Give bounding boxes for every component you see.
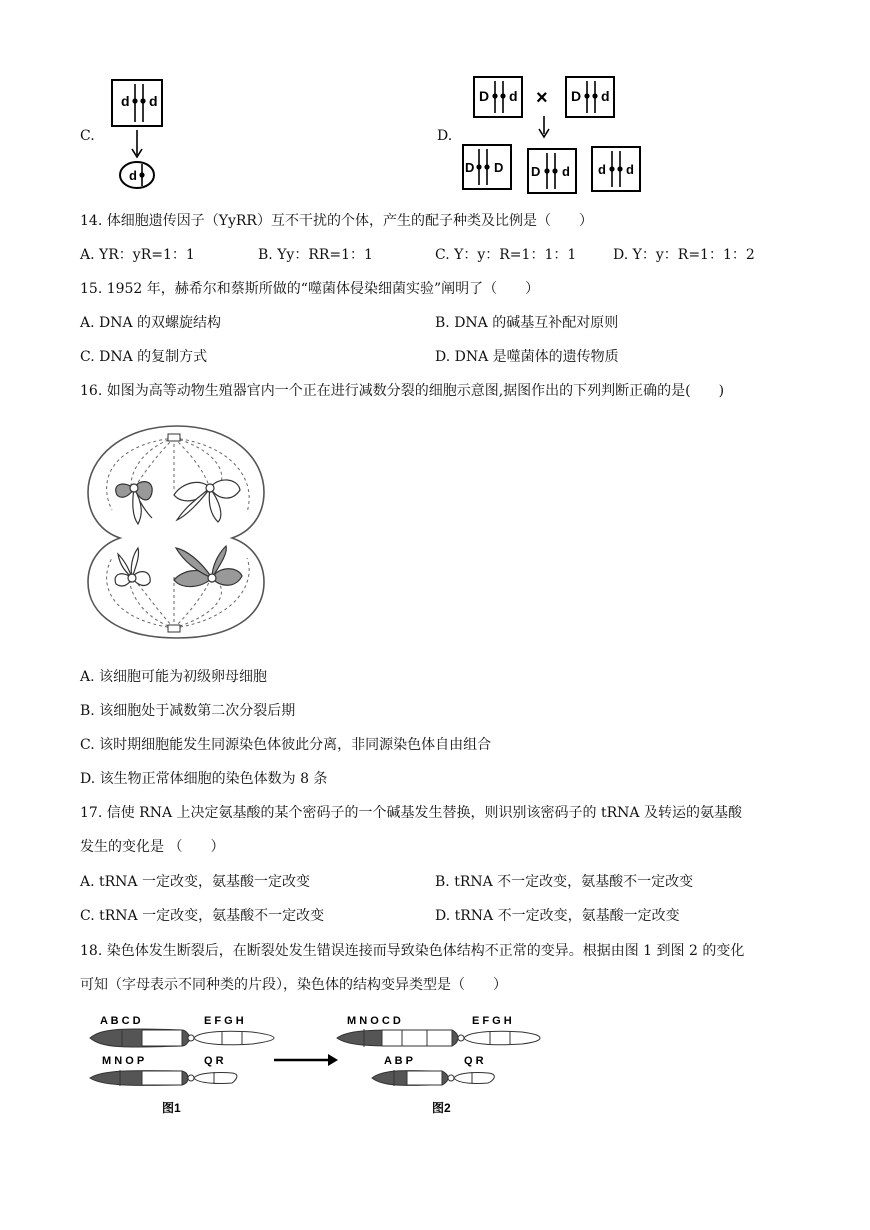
gene-label: d	[601, 88, 610, 104]
q17-option-d[interactable]: D. tRNA 不一定改变，氨基酸一定改变	[435, 908, 680, 924]
q17-option-c[interactable]: C. tRNA 一定改变，氨基酸不一定改变	[80, 908, 325, 924]
question-18-stem-line2: 可知（字母表示不同种类的片段），染色体的结构变异类型是（ ）	[80, 977, 507, 993]
q14-option-a[interactable]: A. YR：yR=1：1	[80, 247, 195, 263]
q17-option-a[interactable]: A. tRNA 一定改变，氨基酸一定改变	[80, 874, 310, 890]
segment-labels: A B C D	[100, 1015, 141, 1027]
cell-division-figure	[82, 420, 272, 645]
segment-labels: E F G H	[472, 1015, 512, 1027]
q16-option-c[interactable]: C. 该时期细胞能发生同源染色体彼此分离，非同源染色体自由组合	[80, 737, 492, 753]
gene-label: D	[494, 160, 504, 175]
gene-label: d	[598, 162, 606, 177]
figure-2-caption: 图2	[432, 1101, 451, 1115]
segment-labels: E F G H	[204, 1015, 244, 1027]
q16-option-d[interactable]: D. 该生物正常体细胞的染色体数为 8 条	[80, 771, 328, 787]
gene-label: D	[465, 160, 475, 175]
cross-symbol: ×	[536, 87, 548, 109]
q15-option-d[interactable]: D. DNA 是噬菌体的遗传物质	[435, 349, 619, 365]
option-d-figure	[458, 72, 648, 194]
segment-labels: M N O C D	[347, 1015, 401, 1027]
question-18-stem-line1: 18. 染色体发生断裂后，在断裂处发生错误连接而导致染色体结构不正常的变异。根据由图 1 到图 2 的变化	[80, 943, 745, 959]
gene-label: D	[531, 164, 541, 179]
question-16-stem: 16. 如图为高等动物生殖器官内一个正在进行减数分裂的细胞示意图,据图作出的下列判断正确的是( )	[80, 383, 725, 399]
gene-label: d	[121, 93, 130, 109]
q14-option-c[interactable]: C. Y：y：R=1：1：1	[435, 247, 577, 263]
segment-labels: Q R	[204, 1055, 224, 1067]
question-14-stem: 14. 体细胞遗传因子（YyRR）互不干扰的个体，产生的配子种类及比例是（ ）	[80, 213, 593, 229]
q17-option-b[interactable]: B. tRNA 不一定改变，氨基酸不一定改变	[435, 874, 694, 890]
q15-option-a[interactable]: A. DNA 的双螺旋结构	[80, 315, 222, 331]
figure-1-caption: 图1	[162, 1101, 181, 1115]
gene-label: d	[562, 164, 570, 179]
gene-label: D	[479, 88, 490, 104]
question-17-stem-line2: 发生的变化是 （ ）	[80, 839, 225, 855]
option-d-label: D.	[437, 128, 453, 144]
segment-labels: M N O P	[102, 1055, 145, 1067]
gene-label: d	[149, 93, 158, 109]
q14-option-d[interactable]: D. Y：y：R=1：1：2	[613, 247, 755, 263]
gene-label: d	[129, 168, 137, 183]
q16-option-b[interactable]: B. 该细胞处于减数第二次分裂后期	[80, 703, 296, 719]
gene-label: d	[626, 162, 634, 177]
chromosome-variation-figure	[82, 1008, 552, 1116]
segment-labels: A B P	[384, 1055, 413, 1067]
q14-option-b[interactable]: B. Yy：RR=1：1	[258, 247, 373, 263]
segment-labels: Q R	[464, 1055, 484, 1067]
gene-label: D	[571, 88, 582, 104]
option-c-figure	[108, 75, 168, 195]
gene-label: d	[509, 88, 518, 104]
question-15-stem: 15. 1952 年，赫希尔和蔡斯所做的“噬菌体侵染细菌实验”阐明了（ ）	[80, 281, 540, 297]
question-17-stem-line1: 17. 信使 RNA 上决定氨基酸的某个密码子的一个碱基发生替换，则识别该密码子的 tRNA 及转运的氨基酸	[80, 805, 742, 821]
option-c-label: C.	[80, 128, 95, 144]
q16-option-a[interactable]: A. 该细胞可能为初级卵母细胞	[80, 669, 268, 685]
q15-option-c[interactable]: C. DNA 的复制方式	[80, 349, 208, 365]
q15-option-b[interactable]: B. DNA 的碱基互补配对原则	[435, 315, 619, 331]
